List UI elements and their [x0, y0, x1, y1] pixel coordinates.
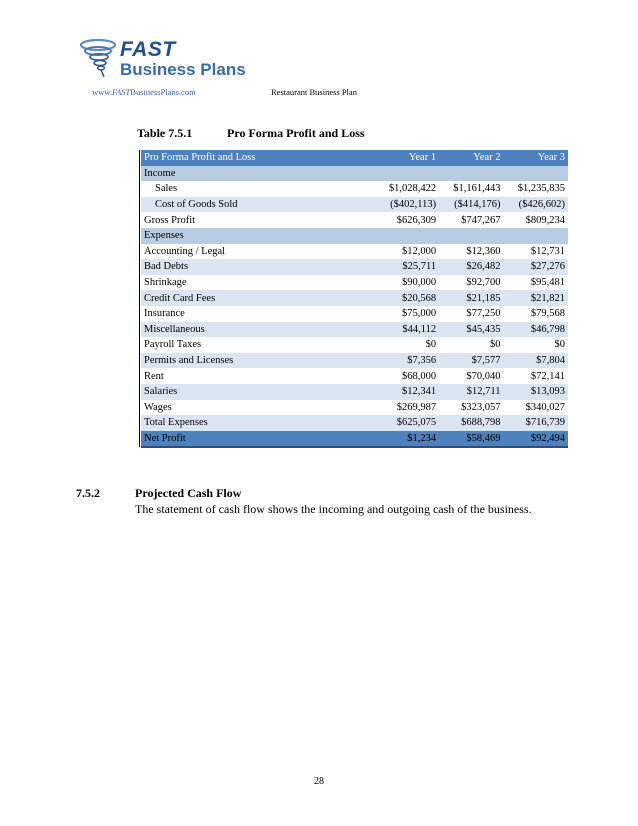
- cell: $45,435: [439, 322, 503, 338]
- header-year-3: Year 3: [504, 150, 568, 166]
- cell: $21,185: [439, 290, 503, 306]
- row-label: Permits and Licenses: [141, 353, 371, 369]
- cell: ($426,602): [504, 197, 568, 213]
- cell: $13,093: [504, 384, 568, 400]
- table-row: [141, 322, 568, 338]
- cell: $747,267: [439, 212, 503, 228]
- section-title: Projected Cash Flow: [135, 486, 242, 500]
- cell: $0: [439, 337, 503, 353]
- row-label: Accounting / Legal: [141, 244, 371, 260]
- cell: $12,711: [439, 384, 503, 400]
- cell: $626,309: [371, 212, 439, 228]
- cell: $77,250: [439, 306, 503, 322]
- cell: $7,356: [371, 353, 439, 369]
- table-row: [141, 431, 568, 448]
- cell: $7,577: [439, 353, 503, 369]
- table-row: [141, 181, 568, 197]
- row-label: Credit Card Fees: [141, 290, 371, 306]
- cell: $44,112: [371, 322, 439, 338]
- header-year-2: Year 2: [439, 150, 503, 166]
- cell: $12,360: [439, 244, 503, 260]
- table-title: Pro Forma Profit and Loss: [227, 126, 365, 140]
- table-row: [141, 244, 568, 260]
- tornado-icon: [78, 38, 118, 78]
- cell: $7,804: [504, 353, 568, 369]
- row-label: Miscellaneous: [141, 322, 371, 338]
- cell: $0: [504, 337, 568, 353]
- cell: $79,568: [504, 306, 568, 322]
- url-italic: FAST: [112, 87, 131, 97]
- row-label: Sales: [141, 181, 371, 197]
- cell: $25,711: [371, 259, 439, 275]
- row-label: Income: [141, 166, 371, 182]
- row-label: Net Profit: [141, 431, 371, 448]
- table-row: [141, 259, 568, 275]
- table-caption: [137, 126, 365, 141]
- cell: $323,057: [439, 400, 503, 416]
- table-row: [141, 275, 568, 291]
- url-suffix: BusinessPlans.com: [130, 87, 196, 97]
- row-label: Salaries: [141, 384, 371, 400]
- profit-loss-table: [141, 150, 568, 448]
- logo-business-plans-text: Business Plans: [120, 60, 246, 79]
- row-label: Cost of Goods Sold: [141, 197, 371, 213]
- cell: $688,798: [439, 415, 503, 431]
- cell: $269,987: [371, 400, 439, 416]
- cell: $12,731: [504, 244, 568, 260]
- cell: $0: [371, 337, 439, 353]
- cell: $46,798: [504, 322, 568, 338]
- row-label: Bad Debts: [141, 259, 371, 275]
- table-row: [141, 197, 568, 213]
- table-header-row: [141, 150, 568, 166]
- table-row: [141, 353, 568, 369]
- cell: $12,000: [371, 244, 439, 260]
- cell: $340,027: [504, 400, 568, 416]
- header-year-1: Year 1: [371, 150, 439, 166]
- cell: $716,739: [504, 415, 568, 431]
- table-row: [141, 290, 568, 306]
- table-row: [141, 400, 568, 416]
- row-label: Insurance: [141, 306, 371, 322]
- table-row: [141, 368, 568, 384]
- cell: $809,234: [504, 212, 568, 228]
- table-row: [141, 384, 568, 400]
- cell: $75,000: [371, 306, 439, 322]
- table-row: [141, 228, 568, 244]
- cell: $27,276: [504, 259, 568, 275]
- row-label: Shrinkage: [141, 275, 371, 291]
- cell: $72,141: [504, 368, 568, 384]
- row-label: Total Expenses: [141, 415, 371, 431]
- cell: ($414,176): [439, 197, 503, 213]
- cell: $90,000: [371, 275, 439, 291]
- table-row: [141, 415, 568, 431]
- cell: $70,040: [439, 368, 503, 384]
- section-body: The statement of cash flow shows the incoming and outgoing cash of the business.: [135, 502, 532, 516]
- row-label: Payroll Taxes: [141, 337, 371, 353]
- logo-fast-text: FAST: [120, 38, 176, 61]
- cell: ($402,113): [371, 197, 439, 213]
- cell: $26,482: [439, 259, 503, 275]
- cell: $1,161,443: [439, 181, 503, 197]
- table-number: Table 7.5.1: [137, 126, 193, 140]
- row-label: Wages: [141, 400, 371, 416]
- fast-business-plans-logo: [78, 38, 246, 82]
- cell: $20,568: [371, 290, 439, 306]
- cell: $58,469: [439, 431, 503, 448]
- table-left-rule: [139, 150, 140, 447]
- header-label: Pro Forma Profit and Loss: [141, 150, 371, 166]
- cell: $1,235,835: [504, 181, 568, 197]
- table-row: [141, 306, 568, 322]
- cell: $68,000: [371, 368, 439, 384]
- cell: $1,028,422: [371, 181, 439, 197]
- table-row: [141, 166, 568, 182]
- cell: $92,700: [439, 275, 503, 291]
- document-title: Restaurant Business Plan: [271, 87, 357, 97]
- cell: $1,234: [371, 431, 439, 448]
- row-label: Expenses: [141, 228, 371, 244]
- row-label: Rent: [141, 368, 371, 384]
- section-number: 7.5.2: [76, 486, 100, 500]
- header-url-link[interactable]: [92, 87, 196, 97]
- page-number: 28: [314, 776, 324, 787]
- table-row: [141, 212, 568, 228]
- cell: $95,481: [504, 275, 568, 291]
- cell: $625,075: [371, 415, 439, 431]
- row-label: Gross Profit: [141, 212, 371, 228]
- cell: $12,341: [371, 384, 439, 400]
- url-prefix: www.: [92, 87, 112, 97]
- table-row: [141, 337, 568, 353]
- cell: $21,821: [504, 290, 568, 306]
- cell: $92,494: [504, 431, 568, 448]
